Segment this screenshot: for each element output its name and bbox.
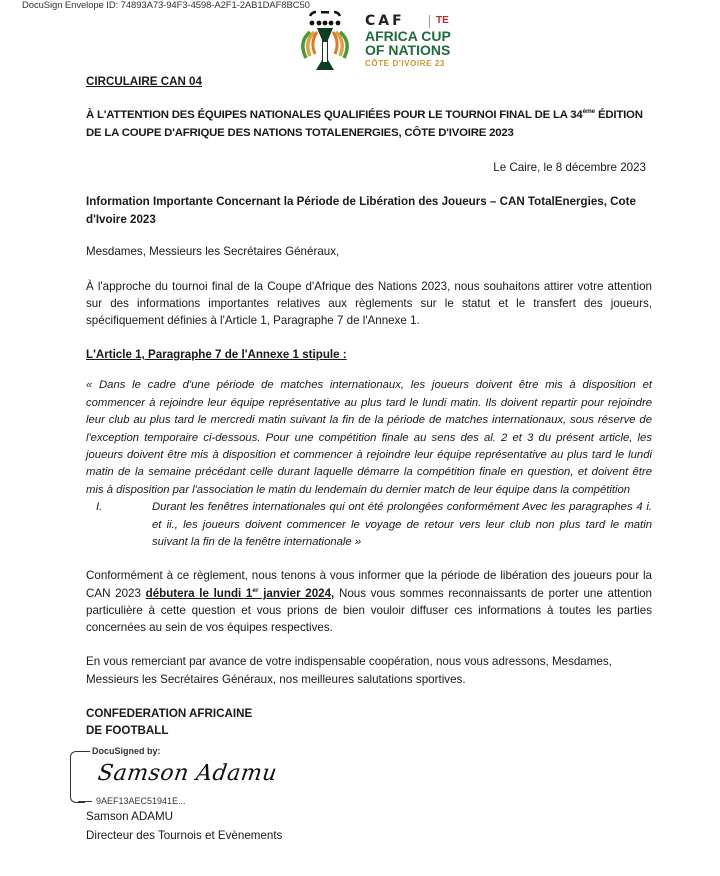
logo-title-line2: OF NATIONS xyxy=(365,42,451,58)
quote-item-text: Durant les fenêtres internationales qui ont été prolongées conformément Avec les paragraphes 4 i. et ii., les joueurs doivent commencer le voyage de retour vers leur club non plus tard le matin suivant la fin de la fenêtre internationale » xyxy=(152,501,652,549)
caf-wordmark: CAF xyxy=(365,13,405,29)
org-line1: CONFEDERATION AFRICAINE xyxy=(86,706,253,720)
letter-subject: Information Importante Concernant la Période de Libération des Joueurs – CAN TotalEnergies, Cote d'Ivoire 2023 xyxy=(86,195,636,226)
intro-paragraph: À l'approche du tournoi final de la Coupe d'Afrique des Nations 2023, nous souhaitons attirer votre attention sur des informations importantes relatives aux règlements sur le statut et le transfert des joueurs, spécifiquement définies à l'Article 1, Paragraphe 7 de l'Annexe 1. xyxy=(86,279,652,328)
docusign-signature-block xyxy=(70,745,310,807)
totalenergies-mark: TE xyxy=(436,15,449,26)
release-date-part-a: débutera le lundi 1 xyxy=(145,586,253,600)
organization-name xyxy=(86,705,652,739)
quote-item-number: I. xyxy=(96,501,103,514)
docusigned-by-label: DocuSigned by: xyxy=(92,746,161,757)
article-heading: L'Article 1, Paragraphe 7 de l'Annexe 1 stipule : xyxy=(86,348,347,362)
signature-code: 9AEF13AEC51941E... xyxy=(96,796,186,807)
quote-list-item xyxy=(86,499,652,551)
letter-date: Le Caire, le 8 décembre 2023 xyxy=(493,161,646,175)
logo-subtitle: CÔTE D'IVOIRE 23 xyxy=(365,59,445,68)
letter-salutation: Mesdames, Messieurs les Secrétaires Généraux, xyxy=(86,245,340,259)
attention-part2: ÉDITION DE LA COUPE D'AFRIQUE DES NATIONS TOTALENERGIES, CÔTE D'IVOIRE 2023 xyxy=(86,109,643,139)
signer-name: Samson ADAMU xyxy=(86,810,173,824)
release-period-paragraph xyxy=(86,567,652,636)
release-date-part-b: janvier 2024, xyxy=(258,586,335,600)
logo-title-line1: AFRICA CUP xyxy=(365,28,451,44)
signature-bottom-rule xyxy=(78,801,92,802)
org-line2: DE FOOTBALL xyxy=(86,723,169,737)
regulation-quote xyxy=(86,377,652,551)
signature-bracket xyxy=(70,751,85,803)
handwritten-signature: Samson Adamu xyxy=(96,761,279,787)
release-date-sup: er xyxy=(252,586,259,594)
signer-title: Directeur des Tournois et Evènements xyxy=(86,829,283,843)
attention-part1: À L'ATTENTION DES ÉQUIPES NATIONALES QUALIFIÉES POUR LE TOURNOI FINAL DE LA 34 xyxy=(86,109,583,122)
attention-superscript: ème xyxy=(582,108,595,116)
conform-before: Conformément à ce règlement, nous tenons à vous informer que la période de libération des joueurs pour la CAN 2023 xyxy=(86,569,652,600)
conform-after: Nous vous sommes reconnaissants de porter une attention particulière à cette question et vous prions de bien vouloir diffuser ces informations à toutes les parties concernées au sein de vos équipes respectives. xyxy=(86,586,652,635)
circular-reference: CIRCULAIRE CAN 04 xyxy=(86,75,202,88)
quote-main: « Dans le cadre d'une période de matches internationaux, les joueurs doivent être mis à disposition et commencer à rejoindre leur équipe représentative au plus tard le lundi matin. Ils doivent repartir pour rejoindre leur club au plus tard le mercredi matin suivant la fin de la période de matches internationaux, sous réserve de l'exception temporaire ci-dessous. Pour une compétition finale au sens des al. 2 et 3 du présent article, les joueurs doivent être mis à disposition et commencer à rejoindre leur équipe représentative au plus tard le lundi matin de la semaine précédant celle durant laquelle démarre la compétition finale en question, et doivent être mis à disposition par l'association le matin du lendemain du dernier match de leur équipe dans la compétition xyxy=(86,379,652,496)
docusign-envelope-id: DocuSign Envelope ID: 74893A73-94F3-4598-A2F1-2AB1DAF8BC50 xyxy=(22,0,310,11)
closing-paragraph: En vous remerciant par avance de votre indispensable coopération, nous vous adressons, Mesdames, Messieurs les Secrétaires Généraux, nos meilleures salutations sportives. xyxy=(86,655,612,686)
release-date-highlight xyxy=(146,587,335,600)
attention-heading xyxy=(86,107,652,142)
